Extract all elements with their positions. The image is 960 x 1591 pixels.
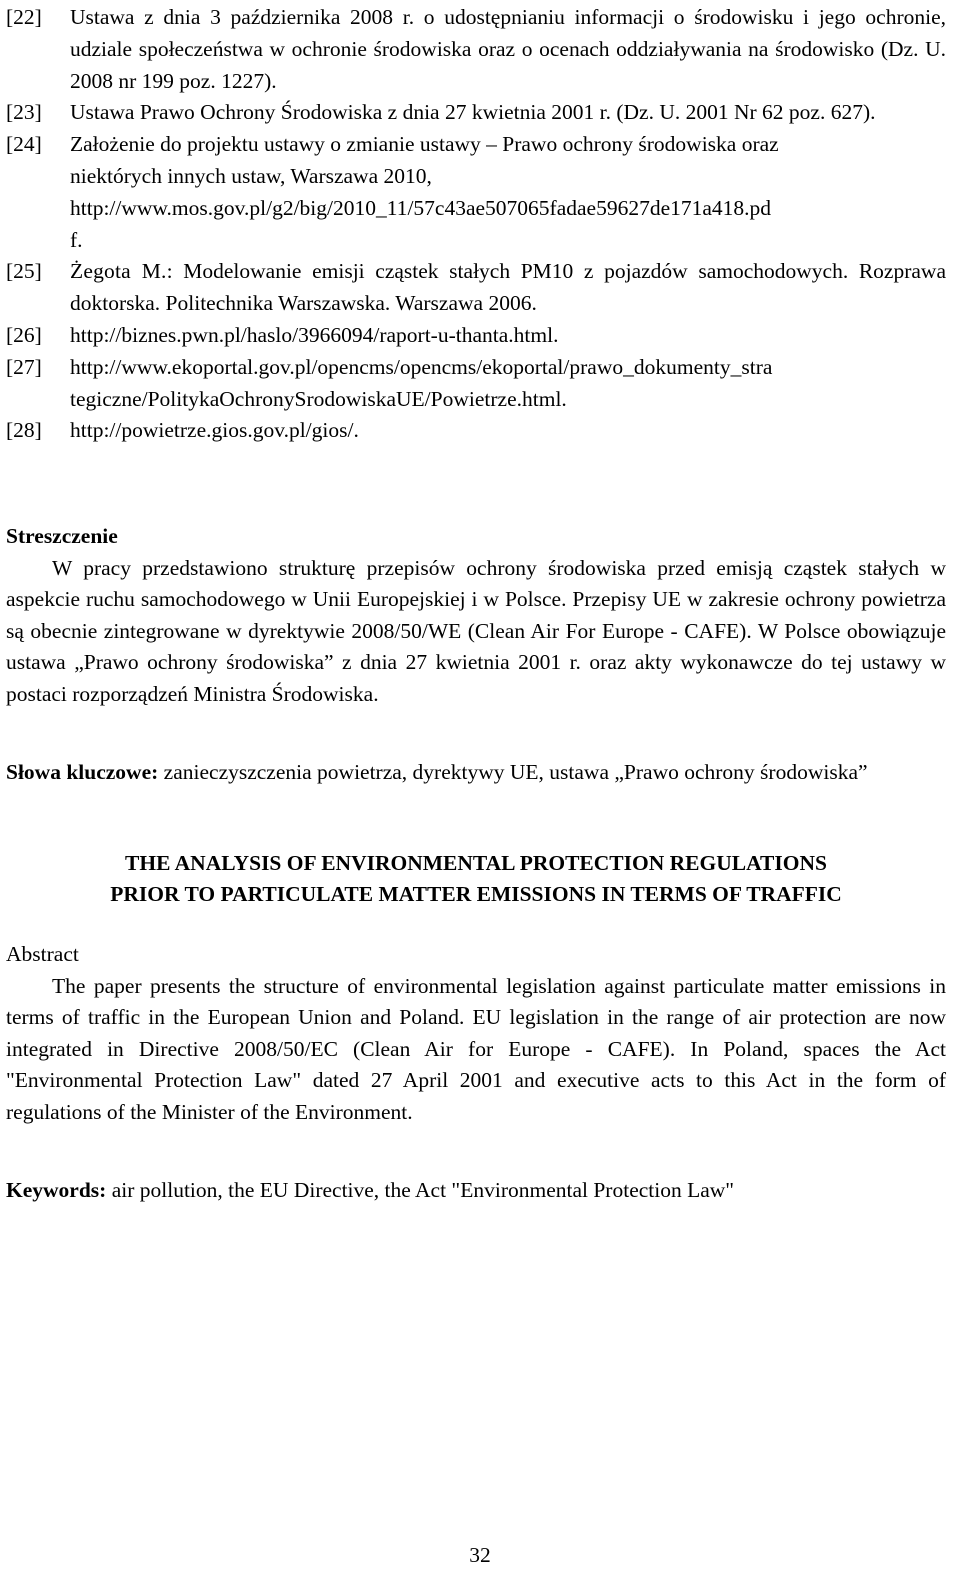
- reference-number: [25]: [6, 259, 42, 284]
- reference-text: Ustawa z dnia 3 października 2008 r. o udostępnianiu informacji o środowisku i jego ochronie, udziale społeczeństwa w ochronie środowiska oraz o ocenach oddziaływania na środowisko (Dz. U. 2008 nr 199 poz. 1227).: [70, 5, 946, 93]
- keywords-label: Słowa kluczowe:: [6, 760, 159, 784]
- reference-24: [6, 129, 946, 256]
- reference-text-line: Założenie do projektu ustawy o zmianie ustawy – Prawo ochrony środowiska oraz: [70, 132, 779, 157]
- reference-number: [27]: [6, 354, 42, 379]
- reference-link-line[interactable]: http://www.ekoportal.gov.pl/opencms/opencms/ekoportal/prawo_dokumenty_stra: [70, 354, 773, 379]
- keywords-polish: [6, 757, 946, 789]
- summary-polish: [6, 521, 946, 710]
- reference-author: Żegota M.: [70, 259, 167, 284]
- reference-number: [22]: [6, 5, 42, 29]
- reference-list: [6, 2, 946, 447]
- reference-25: [6, 256, 946, 320]
- abstract-body: The paper presents the structure of environmental legislation against particulate matter emissions in terms of traffic in the European Union and Poland. EU legislation in the range of air protection are now integrated in Directive 2008/50/EC (Clean Air for Europe - CAFE). In Poland, spaces the Act "Environmental Protection Law" dated 27 April 2001 and executive acts to this Act in the form of regulations of the Minister of the Environment.: [6, 973, 946, 1124]
- reference-title: : Modelowanie emisji cząstek stałych PM10 z pojazdów samochodowych. Rozprawa doktorska. Politechnika Warszawska. Warszawa 2006.: [70, 259, 946, 316]
- keywords-text: air pollution, the EU Directive, the Act "Environmental Protection Law": [106, 1178, 735, 1202]
- reference-text: Ustawa Prawo Ochrony Środowiska z dnia 27 kwietnia 2001 r. (Dz. U. 2001 Nr 62 poz. 627).: [70, 100, 876, 125]
- english-title: [6, 848, 946, 910]
- english-title-line: PRIOR TO PARTICULATE MATTER EMISSIONS IN TERMS OF TRAFFIC: [110, 882, 842, 906]
- reference-number: [23]: [6, 100, 42, 125]
- summary-heading: Streszczenie: [6, 524, 118, 548]
- reference-23: [6, 97, 946, 129]
- reference-link-line[interactable]: tegiczne/PolitykaOchronySrodowiskaUE/Powietrze.html.: [70, 386, 567, 411]
- reference-22: [6, 2, 946, 97]
- reference-number: [24]: [6, 132, 42, 157]
- reference-text: [70, 256, 946, 320]
- keywords-english: [6, 1175, 946, 1207]
- reference-link[interactable]: http://www.mos.gov.pl/g2/big/2010_11/57c43ae507065fadae59627de171a418.pd: [70, 195, 772, 220]
- keywords-text: zanieczyszczenia powietrza, dyrektywy UE, ustawa „Prawo ochrony środowiska”: [158, 760, 868, 784]
- reference-26: [6, 320, 946, 352]
- reference-text-line: niektórych innych ustaw, Warszawa 2010,: [70, 163, 432, 188]
- reference-number: [26]: [6, 322, 42, 347]
- page-number: 32: [469, 1543, 491, 1567]
- reference-link[interactable]: http://biznes.pwn.pl/haslo/3966094/raport-u-thanta.html.: [70, 322, 559, 347]
- keywords-label: Keywords:: [6, 1178, 107, 1202]
- english-title-line: THE ANALYSIS OF ENVIRONMENTAL PROTECTION REGULATIONS: [125, 851, 827, 875]
- summary-body: W pracy przedstawiono strukturę przepisów ochrony środowiska przed emisją cząstek stałych w aspekcie ruchu samochodowego w Unii Europejskiej i w Polsce. Przepisy UE w zakresie ochrony powietrza są obecnie zintegrowane w dyrektywie 2008/50/WE (Clean Air For Europe - CAFE). W Polsce obowiązuje ustawa „Prawo ochrony środowiska” z dnia 27 kwietnia 2001 r. oraz akty wykonawcze do tej ustawy w postaci rozporządzeń Ministra Środowiska.: [6, 555, 946, 706]
- reference-text-line: f.: [70, 227, 83, 252]
- reference-link[interactable]: [70, 352, 946, 416]
- reference-link[interactable]: http://powietrze.gios.gov.pl/gios/.: [70, 418, 359, 443]
- abstract-heading: Abstract: [6, 942, 79, 966]
- reference-text: [70, 129, 946, 256]
- abstract-english: [6, 939, 946, 1128]
- reference-27: [6, 352, 946, 416]
- reference-28: [6, 415, 946, 447]
- reference-number: [28]: [6, 418, 42, 443]
